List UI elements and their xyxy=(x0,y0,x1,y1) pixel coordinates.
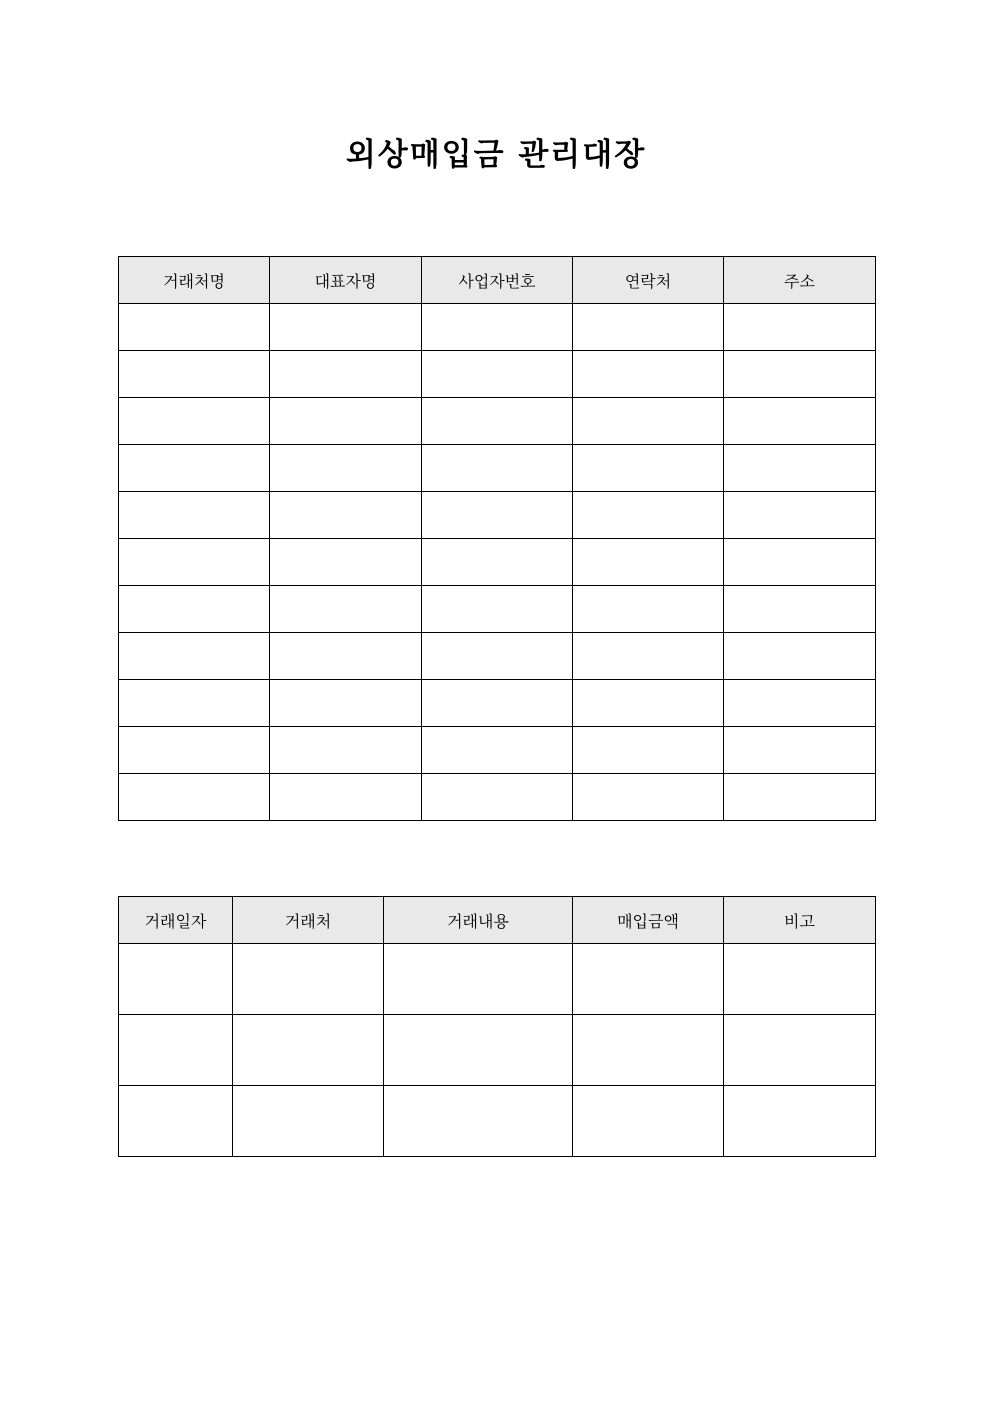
table-cell[interactable] xyxy=(119,492,270,539)
table-cell[interactable] xyxy=(270,304,422,351)
table-cell[interactable] xyxy=(422,727,573,774)
table-cell[interactable] xyxy=(422,351,573,398)
table-cell[interactable] xyxy=(119,445,270,492)
table-cell[interactable] xyxy=(270,727,422,774)
table-cell[interactable] xyxy=(270,586,422,633)
client-table xyxy=(118,256,876,821)
table-cell[interactable] xyxy=(724,539,876,586)
client-table-header-row xyxy=(119,257,876,304)
table-cell[interactable] xyxy=(119,586,270,633)
table-cell[interactable] xyxy=(233,944,384,1015)
header-remarks: 비고 xyxy=(724,897,876,944)
header-transaction-date: 거래일자 xyxy=(119,897,233,944)
header-client-name: 거래처명 xyxy=(119,257,270,304)
table-cell[interactable] xyxy=(573,680,724,727)
table-row xyxy=(119,633,876,680)
table-cell[interactable] xyxy=(422,586,573,633)
table-cell[interactable] xyxy=(119,351,270,398)
table-cell[interactable] xyxy=(422,398,573,445)
table-row xyxy=(119,539,876,586)
table-cell[interactable] xyxy=(422,633,573,680)
table-cell[interactable] xyxy=(573,304,724,351)
table-cell[interactable] xyxy=(573,727,724,774)
table-cell[interactable] xyxy=(724,633,876,680)
table-row xyxy=(119,944,876,1015)
table-cell[interactable] xyxy=(119,774,270,821)
table-row xyxy=(119,304,876,351)
transaction-table xyxy=(118,896,876,1157)
table-cell[interactable] xyxy=(573,351,724,398)
table-cell[interactable] xyxy=(724,492,876,539)
table-cell[interactable] xyxy=(573,1086,724,1157)
table-cell[interactable] xyxy=(573,1015,724,1086)
table-cell[interactable] xyxy=(724,398,876,445)
table-cell[interactable] xyxy=(270,492,422,539)
header-representative-name: 대표자명 xyxy=(270,257,422,304)
table-cell[interactable] xyxy=(119,398,270,445)
table-cell[interactable] xyxy=(270,351,422,398)
table-cell[interactable] xyxy=(384,1086,573,1157)
transaction-table-header-row xyxy=(119,897,876,944)
table-cell[interactable] xyxy=(724,727,876,774)
table-cell[interactable] xyxy=(724,304,876,351)
table-row xyxy=(119,398,876,445)
table-cell[interactable] xyxy=(422,445,573,492)
table-row xyxy=(119,727,876,774)
table-row xyxy=(119,492,876,539)
table-cell[interactable] xyxy=(119,944,233,1015)
table-cell[interactable] xyxy=(119,633,270,680)
table-cell[interactable] xyxy=(270,633,422,680)
table-cell[interactable] xyxy=(119,1086,233,1157)
table-cell[interactable] xyxy=(422,680,573,727)
table-cell[interactable] xyxy=(119,727,270,774)
table-cell[interactable] xyxy=(119,304,270,351)
table-cell[interactable] xyxy=(270,398,422,445)
header-contact: 연락처 xyxy=(573,257,724,304)
table-cell[interactable] xyxy=(422,304,573,351)
table-cell[interactable] xyxy=(270,539,422,586)
table-cell[interactable] xyxy=(573,539,724,586)
table-cell[interactable] xyxy=(384,944,573,1015)
table-cell[interactable] xyxy=(270,680,422,727)
table-cell[interactable] xyxy=(270,445,422,492)
table-cell[interactable] xyxy=(724,944,876,1015)
table-row xyxy=(119,351,876,398)
table-cell[interactable] xyxy=(233,1015,384,1086)
table-row xyxy=(119,680,876,727)
table-cell[interactable] xyxy=(724,1015,876,1086)
table-cell[interactable] xyxy=(119,680,270,727)
table-cell[interactable] xyxy=(724,351,876,398)
header-transaction-details: 거래내용 xyxy=(384,897,573,944)
header-purchase-amount: 매입금액 xyxy=(573,897,724,944)
table-row xyxy=(119,774,876,821)
table-cell[interactable] xyxy=(384,1015,573,1086)
table-cell[interactable] xyxy=(233,1086,384,1157)
table-cell[interactable] xyxy=(724,1086,876,1157)
table-cell[interactable] xyxy=(573,774,724,821)
header-business-number: 사업자번호 xyxy=(422,257,573,304)
table-row xyxy=(119,586,876,633)
header-address: 주소 xyxy=(724,257,876,304)
table-row xyxy=(119,445,876,492)
table-cell[interactable] xyxy=(724,680,876,727)
table-cell[interactable] xyxy=(724,445,876,492)
table-cell[interactable] xyxy=(724,774,876,821)
table-cell[interactable] xyxy=(119,539,270,586)
header-client: 거래처 xyxy=(233,897,384,944)
table-cell[interactable] xyxy=(573,492,724,539)
page-title: 외상매입금 관리대장 xyxy=(345,137,647,173)
table-cell[interactable] xyxy=(573,944,724,1015)
table-cell[interactable] xyxy=(573,398,724,445)
table-cell[interactable] xyxy=(724,586,876,633)
table-cell[interactable] xyxy=(422,539,573,586)
table-cell[interactable] xyxy=(573,586,724,633)
table-cell[interactable] xyxy=(573,633,724,680)
table-cell[interactable] xyxy=(422,492,573,539)
table-cell[interactable] xyxy=(422,774,573,821)
table-cell[interactable] xyxy=(270,774,422,821)
table-cell[interactable] xyxy=(573,445,724,492)
table-row xyxy=(119,1015,876,1086)
table-row xyxy=(119,1086,876,1157)
table-cell[interactable] xyxy=(119,1015,233,1086)
